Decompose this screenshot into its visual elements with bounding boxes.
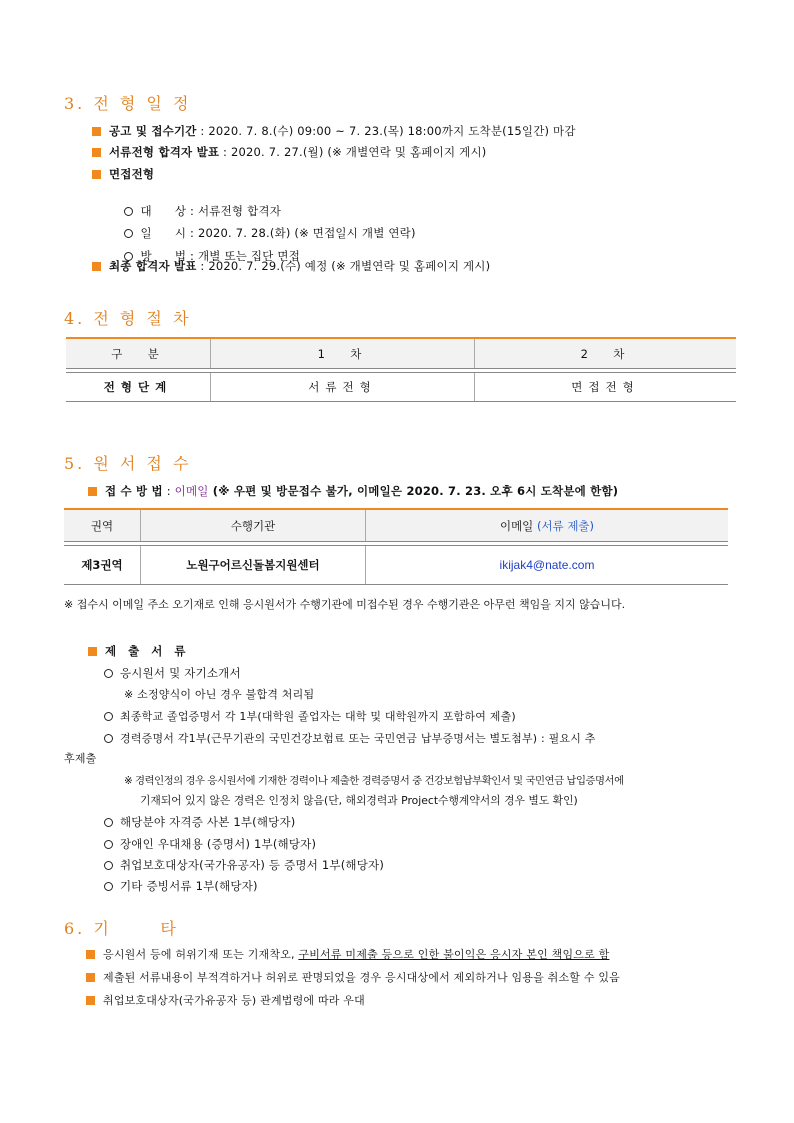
doc-item: 최종학교 졸업증명서 각 1부(대학원 졸업자는 대학 및 대학원까지 포함하여 제출) [104,710,516,724]
square-bullet-icon [92,262,101,271]
doc-item: 경력증명서 각1부(근무기관의 국민건강보험료 또는 국민연금 납부증명서는 별도첨부) : 필요시 추 [104,732,596,746]
doc-item: 취업보호대상자(국가유공자) 등 증명서 1부(해당자) [104,858,384,872]
misc-item: 응시원서 등에 허위기재 또는 기재착오, 구비서류 미제출 등으로 인한 불이익은 응시자 본인 책임으로 함 [86,948,609,962]
email-table [64,508,728,585]
header-cell: 수행기관 [141,510,366,541]
schedule-item: 서류전형 합격자 발표 : 2020. 7. 27.(월) (※ 개별연락 및 홈페이지 게시) [92,145,486,159]
circle-bullet-icon [104,840,113,849]
square-bullet-icon [92,148,101,157]
agency-cell: 노원구어르신돌봄지원센터 [141,546,366,584]
misc-item: 제출된 서류내용이 부적격하거나 허위로 판명되었을 경우 응시대상에서 제외하거나 임용을 취소할 수 있음 [86,971,620,985]
circle-bullet-icon [104,882,113,891]
square-bullet-icon [86,996,95,1005]
square-bullet-icon [86,973,95,982]
doc-item: 기타 증빙서류 1부(해당자) [104,879,258,893]
schedule-item: 면접전형 [92,167,154,181]
email-link[interactable]: ikijak4@nate.com [499,558,595,572]
doc-item: 해당분야 자격증 사본 1부(해당자) [104,815,295,829]
section-6-title: 6. 기 타 [64,919,179,938]
schedule-item: 최종 합격자 발표 : 2020. 7. 29.(수) 예정 (※ 개별연락 및 홈페이지 게시) [92,259,490,273]
square-bullet-icon [92,170,101,179]
square-bullet-icon [88,647,97,656]
section-3-title: 3. 전 형 일 정 [64,94,192,113]
region-cell: 제3권역 [64,546,141,584]
circle-bullet-icon [104,861,113,870]
table-row [64,546,728,585]
schedule-item: 공고 및 접수기간 : 2020. 7. 8.(수) 09:00 ~ 7. 23.(목) 18:00까지 도착분(15일간) 마감 [92,124,576,138]
header-cell: 1 차 [211,339,475,368]
doc-note: ※ 소정양식이 아닌 경우 불합격 처리됨 [124,688,315,701]
doc-item: 장애인 우대채용 (증명서) 1부(해당자) [104,837,316,851]
table-row [66,373,736,402]
doc-item: 응시원서 및 자기소개서 [104,666,241,680]
header-cell: 2 차 [580,346,631,361]
circle-bullet-icon [104,669,113,678]
table-header-row [66,339,736,369]
doc-note: 기재되어 있지 않은 경력은 인정치 않음(단, 해외경력과 Project수행계약서의 경우 별도 확인) [140,794,578,807]
square-bullet-icon [86,950,95,959]
interview-subitem: 방 법 : 개별 또는 집단 면접 [109,235,300,277]
interview-subitem: 일 시 : 2020. 7. 28.(화) (※ 면접일시 개별 연락) [109,212,416,254]
doc-note: ※ 경력인정의 경우 응시원서에 기재한 경력이나 제출한 경력증명서 중 건강보험납부확인서 및 국민연금 납입증명서에 [124,775,624,787]
circle-bullet-icon [104,734,113,743]
square-bullet-icon [88,487,97,496]
table-header-row [64,510,728,542]
header-cell: 이메일 (서류 제출) [499,518,595,533]
submission-method: 접 수 방 법 : 이메일 (※ 우편 및 방문접수 불가, 이메일은 2020. 7. 23. 오후 6시 도착분에 한함) [88,484,618,498]
circle-bullet-icon [104,818,113,827]
docs-title: 제 출 서 류 [88,644,189,658]
header-cell: 구 분 [66,339,211,368]
doc-item-continued: 후제출 [64,752,97,765]
interview-subitem: 대 상 : 서류전형 합격자 [109,190,281,232]
square-bullet-icon [92,127,101,136]
email-notice: ※ 접수시 이메일 주소 오기재로 인해 응시원서가 수행기관에 미접수된 경우 수행기관은 아무런 책임을 지지 않습니다. [64,598,626,611]
table-cell: 면접전형 [571,380,640,394]
email-cell [366,546,728,584]
misc-item: 취업보호대상자(국가유공자 등) 관계법령에 따라 우대 [86,994,365,1008]
circle-bullet-icon [104,712,113,721]
procedure-table [66,337,736,402]
section-4-title: 4. 전 형 절 차 [64,309,192,328]
header-cell: 권역 [64,510,141,541]
table-cell: 서류전형 [211,373,475,401]
section-5-title: 5. 원 서 접 수 [64,454,192,473]
row-label-cell: 전형단계 [66,373,211,401]
